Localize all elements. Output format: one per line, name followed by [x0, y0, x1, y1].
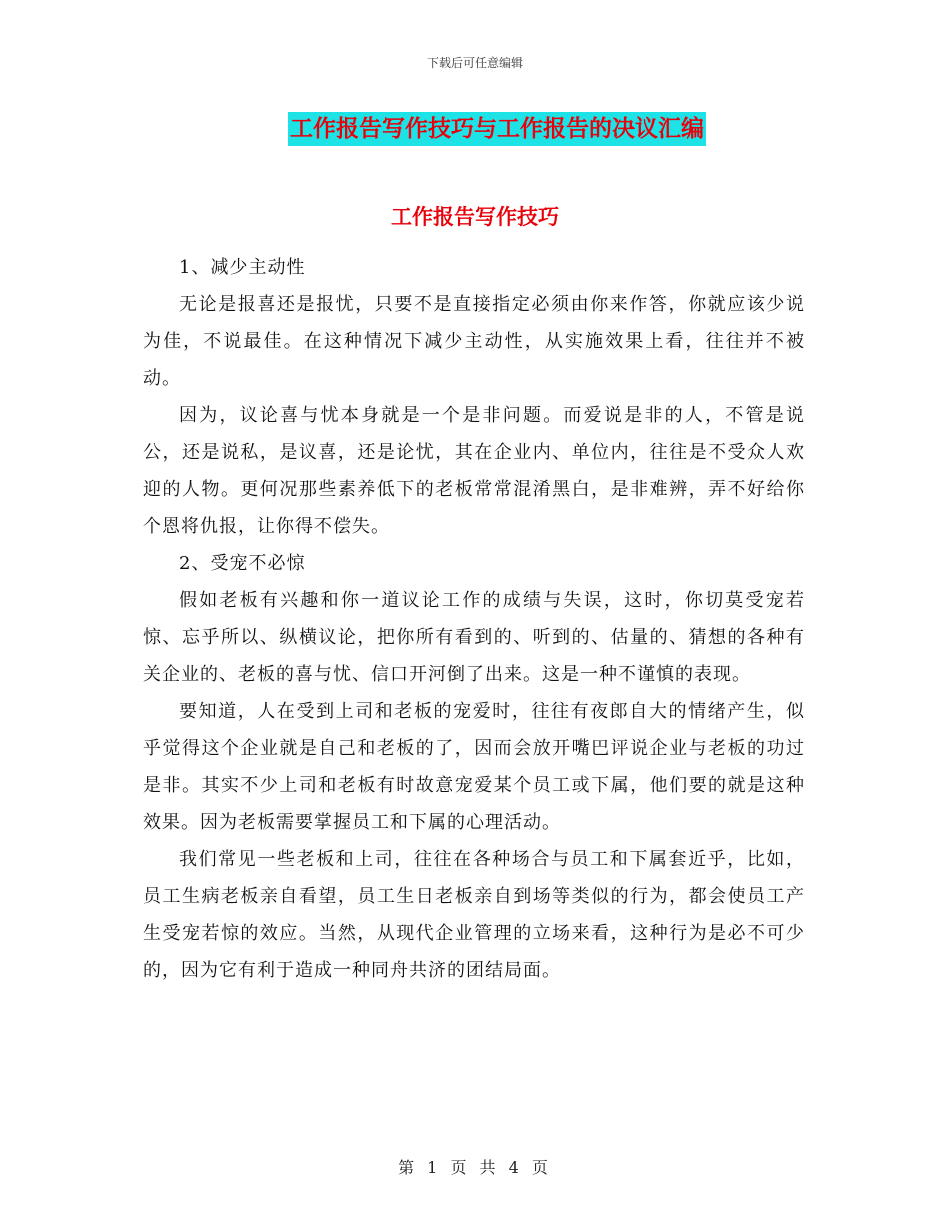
paragraph: 因为，议论喜与忧本身就是一个是非问题。而爱说是非的人，不管是说公，还是说私，是议喜，还是论忧，其在企业内、单位内，往往是不受众人欢迎的人物。更何况那些素养低下的老板常常混淆黑白，是非难辨，弄不好给你个恩将仇报，让你得不偿失。 — [143, 405, 805, 537]
document-title-container — [0, 112, 950, 146]
page-number: 第 1 页 共 4 页 — [398, 1158, 552, 1177]
subheading-2: 2、受宠不必惊 — [179, 553, 306, 574]
paragraph: 要知道，人在受到上司和老板的宠爱时，往往有夜郎自大的情绪产生，似乎觉得这个企业就是自己和老板的了，因而会放开嘴巴评说企业与老板的功过是非。其实不少上司和老板有时故意宠爱某个员工或下属，他们要的就是这种效果。因为老板需要掌握员工和下属的心理活动。 — [143, 701, 805, 833]
document-title: 工作报告写作技巧与工作报告的决议汇编 — [288, 112, 706, 146]
paragraph: 我们常见一些老板和上司，往往在各种场合与员工和下属套近乎，比如，员工生病老板亲自看望，员工生日老板亲自到场等类似的行为，都会使员工产生受宠若惊的效应。当然，从现代企业管理的立场来看，这种行为是必不可少的，因为它有利于造成一种同舟共济的团结局面。 — [143, 849, 805, 981]
paragraph: 假如老板有兴趣和你一道议论工作的成绩与失误，这时，你切莫受宠若惊、忘乎所以、纵横议论，把你所有看到的、听到的、估量的、猜想的各种有关企业的、老板的喜与忧、信口开河倒了出来。这是一种不谨慎的表现。 — [143, 590, 805, 685]
header-note: 下载后可任意编辑 — [426, 56, 523, 70]
section-title: 工作报告写作技巧 — [391, 205, 559, 229]
document-body — [143, 249, 805, 989]
paragraph: 无论是报喜还是报忧，只要不是直接指定必须由你来作答，你就应该少说为佳，不说最佳。在这种情况下减少主动性，从实施效果上看，往往并不被动。 — [143, 294, 805, 389]
subheading-1: 1、减少主动性 — [179, 257, 306, 278]
